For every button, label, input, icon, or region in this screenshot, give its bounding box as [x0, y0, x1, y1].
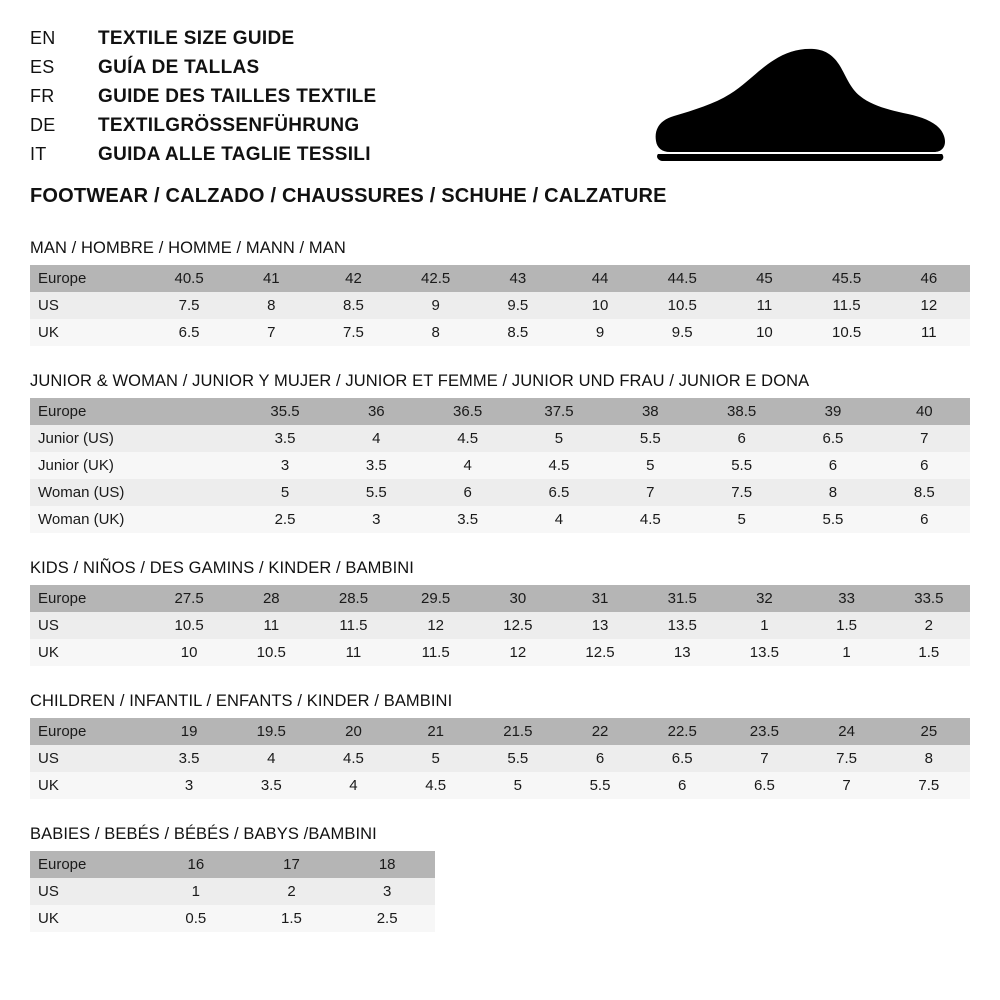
- table-row: [30, 479, 970, 506]
- section-babies: [30, 825, 970, 932]
- cell: 38: [605, 398, 696, 425]
- cell: [148, 398, 239, 425]
- cell: 7: [879, 425, 970, 452]
- cell: 4.5: [513, 452, 604, 479]
- table-row: [30, 612, 970, 639]
- cell: 8: [230, 292, 312, 319]
- cell: 39: [787, 398, 878, 425]
- cell: 4.5: [395, 772, 477, 799]
- cell: 3: [331, 506, 422, 533]
- row-label: Europe: [30, 851, 148, 878]
- row-label: UK: [30, 905, 148, 932]
- cell: 6.5: [641, 745, 723, 772]
- cell: 3: [339, 878, 435, 905]
- cell: 3.5: [239, 425, 330, 452]
- row-label: Europe: [30, 398, 148, 425]
- table-row: [30, 878, 435, 905]
- cell: 6.5: [787, 425, 878, 452]
- cell: 12.5: [559, 639, 641, 666]
- category-title: FOOTWEAR / CALZADO / CHAUSSURES / SCHUHE / CALZATURE: [30, 185, 667, 207]
- cell: 43: [477, 265, 559, 292]
- section-title: MAN / HOMBRE / HOMME / MANN / MAN: [30, 239, 346, 257]
- cell: 4.5: [605, 506, 696, 533]
- cell: 5.5: [605, 425, 696, 452]
- cell: 9.5: [641, 319, 723, 346]
- language-code: IT: [30, 144, 47, 164]
- cell: 8.5: [312, 292, 394, 319]
- cell: 12.5: [477, 612, 559, 639]
- cell: 9: [395, 292, 477, 319]
- cell: 10: [148, 639, 230, 666]
- language-code: FR: [30, 86, 55, 106]
- cell: 11: [723, 292, 805, 319]
- cell: 3.5: [148, 745, 230, 772]
- cell: 16: [148, 851, 244, 878]
- cell: 7.5: [696, 479, 787, 506]
- size-table-junior-woman: [30, 398, 970, 533]
- cell: 8: [395, 319, 477, 346]
- cell: 4: [422, 452, 513, 479]
- cell: 42: [312, 265, 394, 292]
- section-junior-woman: [30, 372, 970, 533]
- cell: 45: [723, 265, 805, 292]
- table-row: [30, 745, 970, 772]
- cell: 8.5: [879, 479, 970, 506]
- cell: 24: [806, 718, 888, 745]
- cell: 1: [806, 639, 888, 666]
- cell: 11.5: [312, 612, 394, 639]
- cell: 5: [513, 425, 604, 452]
- cell: 6: [879, 452, 970, 479]
- cell: 25: [888, 718, 970, 745]
- cell: 19.5: [230, 718, 312, 745]
- cell: 10.5: [641, 292, 723, 319]
- cell: 3: [239, 452, 330, 479]
- cell: 9.5: [477, 292, 559, 319]
- cell: 4: [513, 506, 604, 533]
- section-title: BABIES / BEBÉS / BÉBÉS / BABYS /BAMBINI: [30, 825, 377, 843]
- cell: 6.5: [513, 479, 604, 506]
- cell: 17: [244, 851, 340, 878]
- row-label: Woman (UK): [30, 506, 148, 533]
- cell: 5: [605, 452, 696, 479]
- cell: 13: [559, 612, 641, 639]
- row-label: US: [30, 745, 148, 772]
- row-label: UK: [30, 639, 148, 666]
- cell: 32: [723, 585, 805, 612]
- cell: 31.5: [641, 585, 723, 612]
- row-label: US: [30, 612, 148, 639]
- cell: 3.5: [422, 506, 513, 533]
- language-code: ES: [30, 57, 55, 77]
- cell: 44: [559, 265, 641, 292]
- cell: 44.5: [641, 265, 723, 292]
- language-code: EN: [30, 28, 56, 48]
- cell: 6.5: [723, 772, 805, 799]
- cell: 2: [888, 612, 970, 639]
- cell: 5.5: [477, 745, 559, 772]
- cell: 40.5: [148, 265, 230, 292]
- cell: 6: [787, 452, 878, 479]
- cell: 7.5: [148, 292, 230, 319]
- cell: 1.5: [244, 905, 340, 932]
- cell: 4: [312, 772, 394, 799]
- language-title: GUIDE DES TAILLES TEXTILE: [98, 86, 377, 107]
- cell: 18: [339, 851, 435, 878]
- section-title: CHILDREN / INFANTIL / ENFANTS / KINDER / BAMBINI: [30, 692, 453, 710]
- cell: 1.5: [888, 639, 970, 666]
- cell: 5.5: [559, 772, 641, 799]
- cell: 5.5: [787, 506, 878, 533]
- table-row: [30, 292, 970, 319]
- row-label: Woman (US): [30, 479, 148, 506]
- cell: 12: [477, 639, 559, 666]
- size-table-man: [30, 265, 970, 346]
- table-row: [30, 452, 970, 479]
- cell: 10: [723, 319, 805, 346]
- cell: 28: [230, 585, 312, 612]
- table-row: [30, 772, 970, 799]
- cell: [148, 452, 239, 479]
- section-children: [30, 692, 970, 799]
- cell: 6: [696, 425, 787, 452]
- cell: 2: [244, 878, 340, 905]
- cell: 42.5: [395, 265, 477, 292]
- cell: 7: [605, 479, 696, 506]
- section-kids: [30, 559, 970, 666]
- cell: 2.5: [339, 905, 435, 932]
- cell: 40: [879, 398, 970, 425]
- cell: [148, 479, 239, 506]
- cell: 12: [888, 292, 970, 319]
- cell: 21.5: [477, 718, 559, 745]
- table-row: [30, 398, 970, 425]
- cell: 13.5: [641, 612, 723, 639]
- cell: 10.5: [806, 319, 888, 346]
- cell: 1.5: [806, 612, 888, 639]
- cell: 12: [395, 612, 477, 639]
- cell: 7: [230, 319, 312, 346]
- cell: 27.5: [148, 585, 230, 612]
- cell: 31: [559, 585, 641, 612]
- table-row: [30, 639, 970, 666]
- language-title: GUIDA ALLE TAGLIE TESSILI: [98, 144, 371, 165]
- cell: 29.5: [395, 585, 477, 612]
- cell: 11: [888, 319, 970, 346]
- size-table-babies: [30, 851, 435, 932]
- table-row: [30, 905, 435, 932]
- cell: 5.5: [696, 452, 787, 479]
- cell: 38.5: [696, 398, 787, 425]
- section-title: KIDS / NIÑOS / DES GAMINS / KINDER / BAMBINI: [30, 559, 414, 577]
- cell: 33.5: [888, 585, 970, 612]
- cell: 11.5: [806, 292, 888, 319]
- language-title: TEXTILE SIZE GUIDE: [98, 28, 295, 49]
- cell: 11: [312, 639, 394, 666]
- cell: 22: [559, 718, 641, 745]
- cell: 5: [239, 479, 330, 506]
- row-label: Junior (US): [30, 425, 148, 452]
- table-row: [30, 319, 970, 346]
- table-row: [30, 718, 970, 745]
- cell: 7.5: [312, 319, 394, 346]
- cell: 37.5: [513, 398, 604, 425]
- language-title: TEXTILGRÖSSENFÜHRUNG: [98, 115, 360, 136]
- cell: 1: [723, 612, 805, 639]
- cell: 8: [787, 479, 878, 506]
- cell: 4.5: [422, 425, 513, 452]
- row-label: Europe: [30, 718, 148, 745]
- cell: 5: [696, 506, 787, 533]
- cell: 35.5: [239, 398, 330, 425]
- cell: 6.5: [148, 319, 230, 346]
- cell: 0.5: [148, 905, 244, 932]
- section-title: JUNIOR & WOMAN / JUNIOR Y MUJER / JUNIOR ET FEMME / JUNIOR UND FRAU / JUNIOR E DONA: [30, 372, 810, 390]
- cell: 11: [230, 612, 312, 639]
- cell: 19: [148, 718, 230, 745]
- cell: 4: [331, 425, 422, 452]
- size-table-kids: [30, 585, 970, 666]
- cell: 7: [806, 772, 888, 799]
- cell: 8.5: [477, 319, 559, 346]
- cell: 21: [395, 718, 477, 745]
- cell: 10: [559, 292, 641, 319]
- cell: 28.5: [312, 585, 394, 612]
- cell: 11.5: [395, 639, 477, 666]
- cell: 36: [331, 398, 422, 425]
- row-label: UK: [30, 772, 148, 799]
- cell: [148, 506, 239, 533]
- cell: 9: [559, 319, 641, 346]
- table-row: [30, 585, 970, 612]
- dress-shoe-icon: [650, 46, 950, 166]
- row-label: US: [30, 292, 148, 319]
- cell: 6: [422, 479, 513, 506]
- cell: 22.5: [641, 718, 723, 745]
- cell: 36.5: [422, 398, 513, 425]
- cell: 5.5: [331, 479, 422, 506]
- cell: 8: [888, 745, 970, 772]
- language-code: DE: [30, 115, 56, 135]
- section-man: [30, 239, 970, 346]
- cell: 20: [312, 718, 394, 745]
- cell: 4: [230, 745, 312, 772]
- cell: 46: [888, 265, 970, 292]
- cell: 3.5: [331, 452, 422, 479]
- row-label: Europe: [30, 265, 148, 292]
- cell: 6: [559, 745, 641, 772]
- cell: 10.5: [148, 612, 230, 639]
- cell: 2.5: [239, 506, 330, 533]
- cell: 7.5: [806, 745, 888, 772]
- table-row: [30, 425, 970, 452]
- cell: 3: [148, 772, 230, 799]
- row-label: Europe: [30, 585, 148, 612]
- language-title: GUÍA DE TALLAS: [98, 57, 260, 78]
- cell: 6: [879, 506, 970, 533]
- cell: 13.5: [723, 639, 805, 666]
- row-label: Junior (UK): [30, 452, 148, 479]
- cell: 3.5: [230, 772, 312, 799]
- cell: 13: [641, 639, 723, 666]
- cell: 5: [395, 745, 477, 772]
- cell: 41: [230, 265, 312, 292]
- row-label: US: [30, 878, 148, 905]
- cell: 30: [477, 585, 559, 612]
- row-label: UK: [30, 319, 148, 346]
- cell: [148, 425, 239, 452]
- cell: 5: [477, 772, 559, 799]
- cell: 7.5: [888, 772, 970, 799]
- cell: 1: [148, 878, 244, 905]
- table-row: [30, 506, 970, 533]
- cell: 10.5: [230, 639, 312, 666]
- cell: 7: [723, 745, 805, 772]
- cell: 4.5: [312, 745, 394, 772]
- size-table-children: [30, 718, 970, 799]
- cell: 23.5: [723, 718, 805, 745]
- table-row: [30, 265, 970, 292]
- cell: 33: [806, 585, 888, 612]
- document-header: [30, 28, 970, 213]
- table-row: [30, 851, 435, 878]
- cell: 45.5: [806, 265, 888, 292]
- cell: 6: [641, 772, 723, 799]
